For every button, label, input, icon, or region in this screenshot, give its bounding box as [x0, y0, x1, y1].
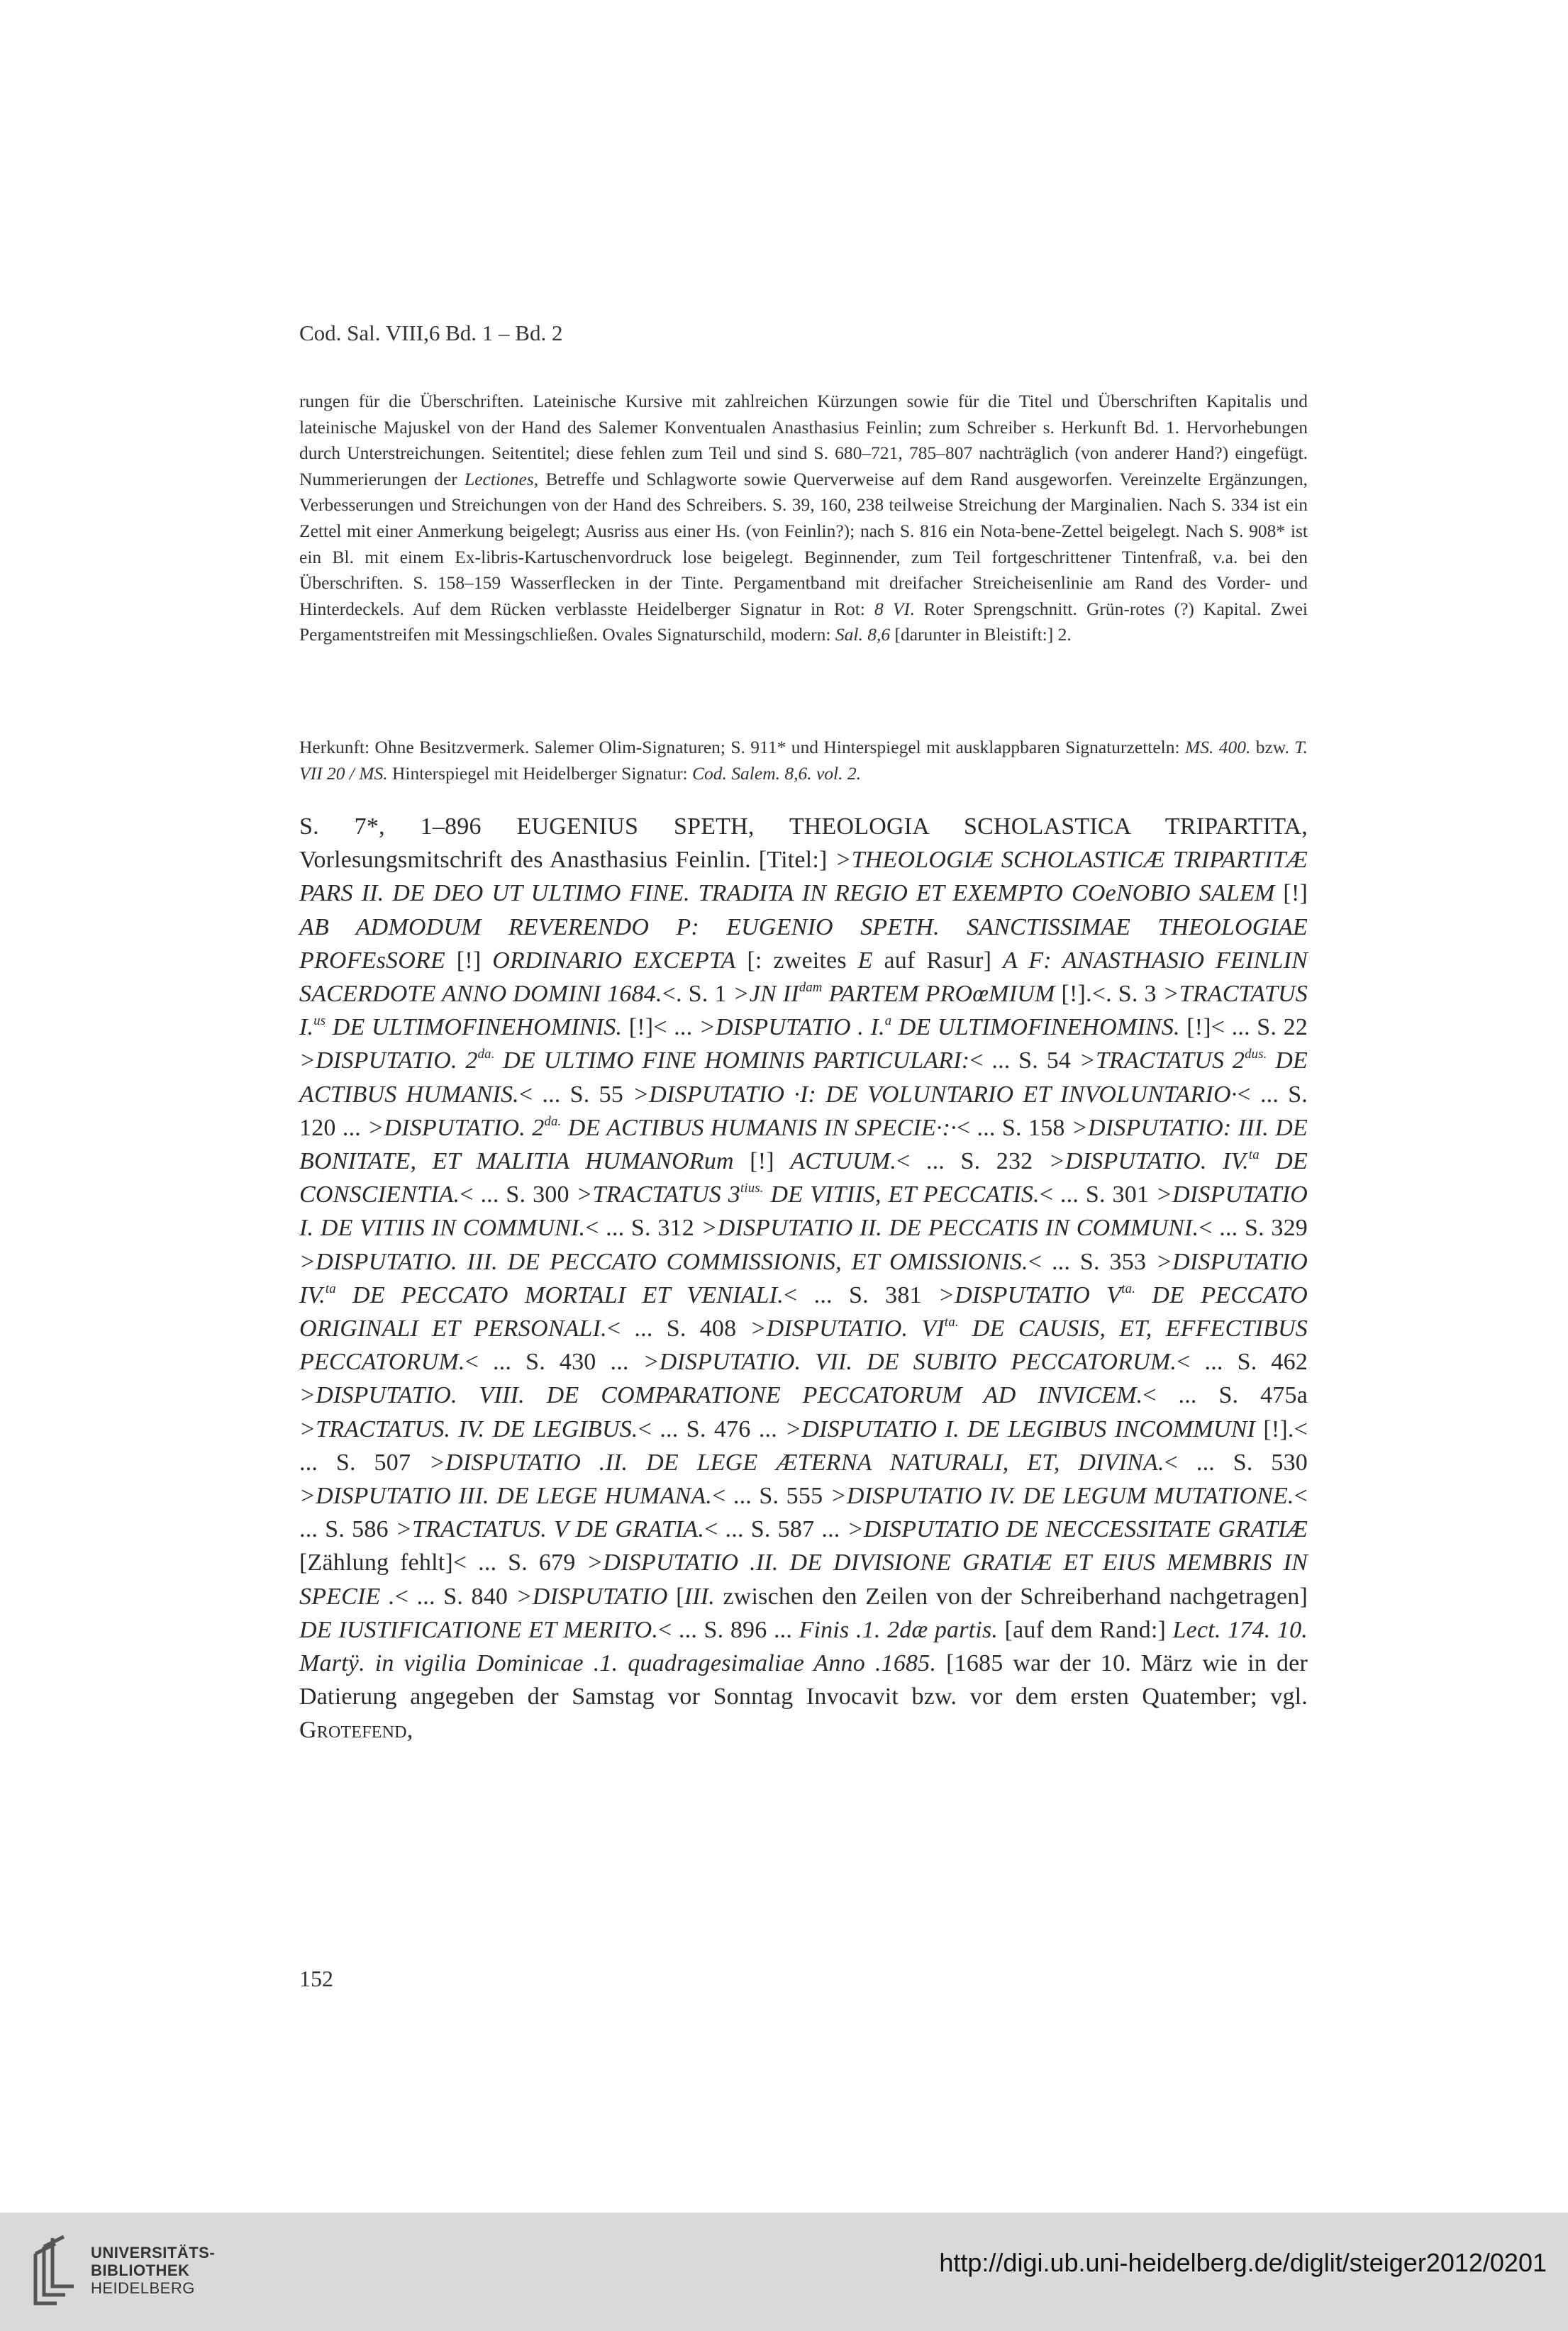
- text-run: < ... S. 840: [394, 1583, 516, 1610]
- superscript: us: [313, 1013, 326, 1029]
- italic-run: III.: [684, 1583, 715, 1610]
- text-run: < ... S. 586: [299, 1483, 1308, 1543]
- description-paragraph: [299, 389, 1308, 648]
- text-run: ,: [406, 1717, 413, 1744]
- text-run: DE CAUSIS, ET, EFFECTIBUS PECCATORUM.: [299, 1315, 1308, 1376]
- text-run: <. S. 1: [662, 981, 733, 1008]
- italic-run: E: [857, 947, 873, 974]
- text-run: >DISPUTATIO. 2: [367, 1114, 545, 1141]
- superscript: ta.: [944, 1315, 959, 1330]
- superscript: da.: [477, 1047, 495, 1062]
- text-run: >TRACTATUS I.: [299, 981, 1308, 1041]
- text-run: < ... S. 54: [969, 1047, 1079, 1074]
- text-run: < ... S. 555: [712, 1483, 830, 1510]
- text-run: < ... S. 408: [606, 1315, 750, 1342]
- text-run: < ... S. 120 ...: [299, 1081, 1308, 1141]
- italic-run: Sal. 8,6: [835, 624, 891, 645]
- italic-run: [733, 981, 1055, 1007]
- italic-run: ACTUUM.: [790, 1148, 897, 1175]
- italic-run: [367, 1115, 957, 1141]
- italic-run: 8 VI: [874, 598, 910, 619]
- italic-run: >DISPUTATIO. III. DE PECCATO COMMISSIONIS, ET OMISSIONIS.: [299, 1248, 1028, 1275]
- superscript: ta: [1248, 1147, 1260, 1163]
- text-run: [!]< ... S. 22: [1179, 1014, 1308, 1041]
- italic-run: MS. 400.: [1184, 737, 1251, 757]
- library-name-line: HEIDELBERG: [91, 2279, 195, 2297]
- italic-run: >DISPUTATIO IV. DE LEGUM MUTATIONE.: [830, 1483, 1294, 1510]
- italic-run: ORDINARIO EXCEPTA: [492, 947, 736, 974]
- italic-run: >TRACTATUS. V DE GRATIA.: [395, 1516, 705, 1543]
- contents-entry: [299, 810, 1308, 1747]
- italic-run: >DISPUTATIO: III. DE BONITATE, ET MALITIA HUMANORum: [299, 1114, 1308, 1175]
- running-title: Cod. Sal. VIII,6 Bd. 1 – Bd. 2: [299, 321, 563, 345]
- text-run: Hinterspiegel mit Heidelberger Signatur:: [387, 762, 693, 784]
- text-run: S. 7*, 1–896 EUGENIUS SPETH, THEOLOGIA SCHOLASTICA TRIPARTITA, Vorlesungsmitschrift des Anasthasius Feinlin. [Titel:]: [299, 813, 1308, 874]
- text-run: < ... S. 329: [1199, 1215, 1308, 1242]
- superscript: a: [884, 1013, 892, 1029]
- text-run: [Zählung fehlt]< ... S. 679: [299, 1550, 587, 1576]
- italic-run: Lectiones: [465, 468, 534, 489]
- small-caps-run: Grotefend: [299, 1717, 407, 1744]
- superscript: dus.: [1245, 1047, 1267, 1062]
- italic-run: A F: ANASTHASIO FEINLIN SACERDOTE ANNO DOMINI 1684.: [299, 947, 1308, 1008]
- italic-run: >DISPUTATIO I. DE VITIIS IN COMMUNI.: [299, 1181, 1308, 1242]
- text-run: < ... S. 232: [896, 1148, 1049, 1175]
- text-run: < ... S. 381: [784, 1281, 938, 1308]
- text-run: < ... S. 896 ...: [658, 1616, 799, 1643]
- text-run: < ... S. 462: [1177, 1349, 1308, 1376]
- text-run: < ... S. 475a: [1142, 1382, 1308, 1409]
- text-run: < ... S. 55: [518, 1081, 633, 1108]
- text-run: < ... S. 301: [1039, 1181, 1156, 1208]
- italic-run: >DISPUTATIO II. DE PECCATIS IN COMMUNI.: [701, 1215, 1199, 1242]
- text-run: >TRACTATUS 3: [576, 1181, 740, 1208]
- italic-run: Lect. 174. 10. Martÿ. in vigilia Dominicae .1. quadragesimaliae Anno .1685.: [299, 1616, 1308, 1677]
- library-name-line: UNIVERSITÄTS-: [91, 2244, 216, 2262]
- text-run: < ... S. 476 ...: [638, 1415, 786, 1442]
- text-run: auf Rasur]: [872, 947, 1003, 974]
- italic-run: Finis .1. 2dæ partis.: [799, 1616, 999, 1643]
- text-run: < ... S. 158: [956, 1114, 1072, 1141]
- italic-run: [699, 1014, 1180, 1040]
- text-run: [!]: [445, 947, 493, 974]
- text-run: >DISPUTATIO . I.: [699, 1014, 885, 1041]
- text-run: [!]: [1274, 880, 1308, 907]
- library-name-line: BIBLIOTHEK: [91, 2262, 190, 2279]
- text-run: [!]< ...: [622, 1014, 699, 1041]
- superscript: tius.: [740, 1181, 764, 1196]
- italic-run: >THEOLOGIÆ SCHOLASTICÆ TRIPARTITÆ PARS II. DE DEO UT ULTIMO FINE. TRADITA IN REGIO ET EXEMPTO COeNOBIO SALEM: [299, 847, 1308, 907]
- library-logo-icon: [28, 2232, 79, 2309]
- text-run: DE ULTIMOFINEHOMINS.: [891, 1014, 1180, 1041]
- italic-run: T. VII 20 / MS.: [299, 737, 1308, 784]
- text-run: Herkunft: Ohne Besitzvermerk. Salemer Olim-Signaturen; S. 911* und Hinterspiegel mit ausklappbaren Signaturzetteln:: [299, 737, 1185, 757]
- text-run: [darunter in Bleistift:] 2.: [890, 624, 1072, 645]
- text-run: < ... S. 353: [1028, 1248, 1156, 1275]
- text-run: DE PECCATO ORIGINALI ET PERSONALI.: [299, 1281, 1308, 1342]
- text-run: [!].<. S. 3: [1055, 981, 1163, 1008]
- text-run: [: zweites: [735, 947, 858, 974]
- text-run: zwischen den Zeilen von der Schreiberhand nachgetragen]: [714, 1583, 1308, 1610]
- text-run: < ... S. 312: [585, 1215, 701, 1242]
- text-run: DE ACTIBUS HUMANIS.: [299, 1047, 1308, 1108]
- italic-run: >DISPUTATIO III. DE LEGE HUMANA.: [299, 1483, 713, 1510]
- text-run: >DISPUTATIO V: [938, 1281, 1122, 1308]
- superscript: dam: [799, 980, 823, 995]
- text-run: [1685 war der 10. März wie in der Datierung angegeben der Samstag vor Sonntag Invocavit bzw. vor dem ersten Quatember; vgl.: [299, 1650, 1308, 1710]
- text-run: >DISPUTATIO. VI: [750, 1315, 945, 1342]
- italic-run: >DISPUTATIO DE NECCESSITATE GRATIÆ: [847, 1516, 1308, 1543]
- text-run: DE CONSCIENTIA.: [299, 1148, 1308, 1208]
- text-run: DE VITIIS, ET PECCATIS.: [763, 1181, 1040, 1208]
- italic-run: >DISPUTATIO: [516, 1583, 668, 1610]
- text-run: , Betreffe und Schlagworte sowie Querverweise auf dem Rand ausgeworfen. Vereinzelte Ergänzungen, Verbesserungen und Streichungen von der Hand des Schreibers. S. 39, 160, 238 teilweise Streichung der Marginalien. Nach S. 334 ist ein Zettel mit einer Anmerkung beigelegt; Ausriss aus einer Hs. (von Feinlin?); nach S. 816 ein Nota-bene-Zettel beigelegt. Nach S. 908* ist ein Bl. mit einem Ex-libris-Kartuschenvordruck lose beigelegt. Beginnender, zum Teil fortgeschrittener Tintenfraß, v.a. bei den Überschriften. S. 158–159 Wasserflecken in der Tinte. Pergamentband mit dreifacher Streicheisenlinie am Rand des Vorder- und Hinterdeckels. Auf dem Rücken verblasste Heidelberger Signatur in Rot:: [299, 468, 1308, 619]
- italic-run: Cod. Salem. 8,6. vol. 2.: [692, 762, 862, 784]
- text-run: PARTEM PROœMIUM: [822, 981, 1055, 1008]
- text-run: >DISPUTATIO IV.: [299, 1248, 1308, 1308]
- italic-run: >DISPUTATIO. VIII. DE COMPARATIONE PECCATORUM AD INVICEM.: [299, 1382, 1143, 1409]
- italic-run: >DISPUTATIO .II. DE DIVISIONE GRATIÆ ET EIUS MEMBRIS IN SPECIE .: [299, 1550, 1308, 1610]
- text-run: rungen für die Überschriften. Lateinische Kursive mit zahlreichen Kürzungen sowie für die Titel und Überschriften Kapitalis und lateinische Majuskel von der Hand des Salemer Konventualen Anasthasius Feinlin; zum Schreiber s. Herkunft Bd. 1. Hervorhebungen durch Unterstreichungen. Seitentitel; diese fehlen zum Teil und sind S. 680–721, 785–807 nachträglich (von anderer Hand?) eingefügt. Nummerierungen der: [299, 391, 1308, 489]
- text-run: bzw.: [1250, 737, 1295, 757]
- source-url[interactable]: http://digi.ub.uni-heidelberg.de/diglit/steiger2012/0201: [939, 2248, 1547, 2277]
- superscript: da.: [544, 1113, 562, 1129]
- text-run: >DISPUTATIO. 2: [299, 1047, 478, 1074]
- text-run: DE ULTIMO FINE HOMINIS PARTICULARI:: [494, 1047, 970, 1074]
- text-run: DE PECCATO MORTALI ET VENIALI.: [335, 1281, 784, 1308]
- text-run: >DISPUTATIO. IV.: [1048, 1148, 1249, 1175]
- italic-run: AB ADMODUM REVERENDO P: EUGENIO SPETH. SANCTISSIMAE THEOLOGIAE PROFEsSORE: [299, 913, 1308, 974]
- text-run: [auf dem Rand:]: [998, 1616, 1173, 1643]
- text-run: [: [667, 1583, 684, 1610]
- text-run: DE ULTIMOFINEHOMINIS.: [326, 1014, 623, 1041]
- italic-run: >TRACTATUS. IV. DE LEGIBUS.: [299, 1415, 638, 1442]
- text-run: < ... S. 587 ...: [704, 1516, 847, 1543]
- text-run: DE ACTIBUS HUMANIS IN SPECIE·:·: [561, 1114, 957, 1141]
- italic-run: DE IUSTIFICATIONE ET MERITO.: [299, 1616, 659, 1643]
- library-footer: [0, 2213, 1568, 2331]
- text-run: < ... S. 300: [460, 1181, 577, 1208]
- superscript: ta: [325, 1281, 336, 1296]
- text-run: < ... S. 430 ...: [465, 1349, 643, 1376]
- text-run: [!]: [733, 1148, 791, 1175]
- text-run: >JN II: [733, 981, 799, 1008]
- italic-run: >DISPUTATIO I. DE LEGIBUS INCOMMUNI: [785, 1415, 1256, 1442]
- text-run: >TRACTATUS 2: [1079, 1047, 1245, 1074]
- text-run: [!].< ... S. 507: [299, 1415, 1308, 1476]
- italic-run: >DISPUTATIO. VII. DE SUBITO PECCATORUM.: [643, 1349, 1177, 1376]
- italic-run: >DISPUTATIO .II. DE LEGE ÆTERNA NATURALI, ET, DIVINA.: [428, 1449, 1164, 1476]
- provenance-paragraph: [299, 735, 1308, 786]
- superscript: ta.: [1121, 1281, 1136, 1296]
- text-run: < ... S. 530: [1164, 1449, 1308, 1476]
- library-name: [91, 2244, 215, 2297]
- italic-run: >DISPUTATIO ·I: DE VOLUNTARIO ET INVOLUNTARIO·: [633, 1081, 1238, 1108]
- italic-run: [577, 1181, 1040, 1208]
- page-number: 152: [299, 1966, 333, 1991]
- text-run: . Roter Sprengschnitt. Grün-rotes (?) Kapital. Zwei Pergamentstreifen mit Messingschließen. Ovales Signaturschild, modern:: [299, 598, 1308, 645]
- italic-run: [299, 1047, 969, 1074]
